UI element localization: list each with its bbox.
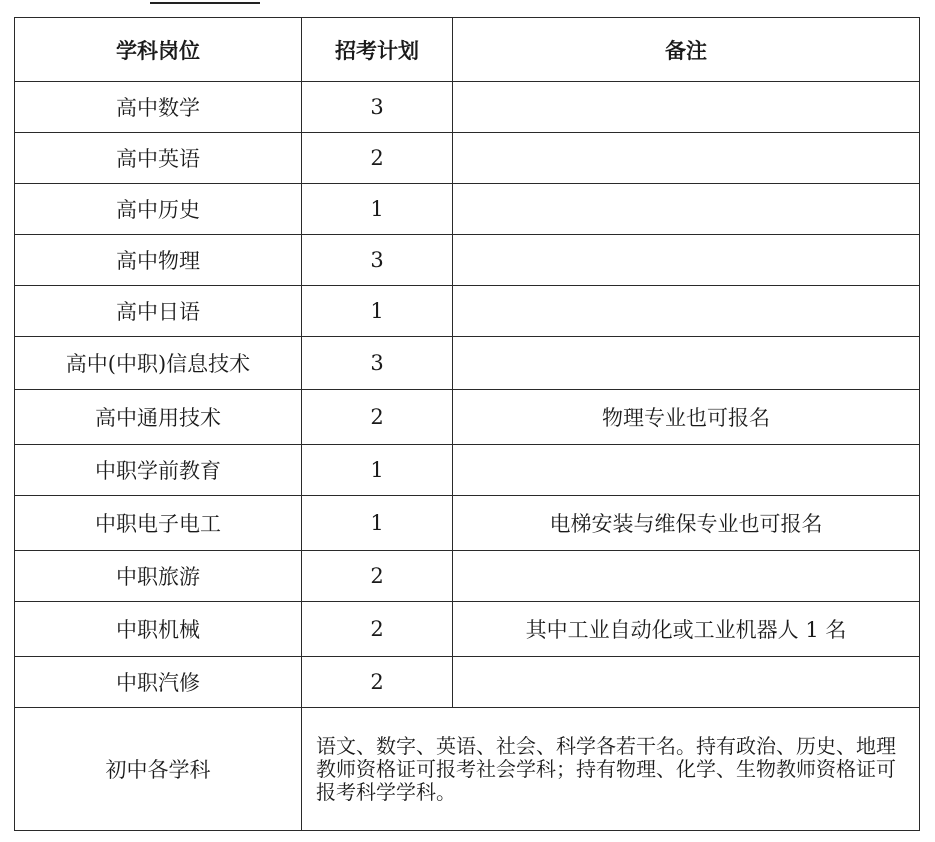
plan-cell: 3 (302, 235, 453, 286)
table-row (15, 390, 920, 445)
plan-cell: 2 (302, 551, 453, 602)
note-cell: 其中工业自动化或工业机器人 1 名 (453, 602, 920, 657)
recruitment-table (14, 17, 920, 831)
subject-cell: 中职旅游 (15, 551, 302, 602)
table-row (15, 337, 920, 390)
plan-cell: 1 (302, 286, 453, 337)
plan-cell: 1 (302, 445, 453, 496)
plan-cell: 2 (302, 602, 453, 657)
subject-cell: 高中日语 (15, 286, 302, 337)
table-row (15, 133, 920, 184)
subject-cell: 中职学前教育 (15, 445, 302, 496)
table-row (15, 286, 920, 337)
table-row (15, 184, 920, 235)
header-underline (150, 2, 260, 4)
note-cell (453, 551, 920, 602)
table-row (15, 551, 920, 602)
note-cell-merged: 语文、数字、英语、社会、科学各若干名。持有政治、历史、地理教师资格证可报考社会学科；持有物理、化学、生物教师资格证可报考科学学科。 (302, 708, 920, 831)
subject-cell: 中职电子电工 (15, 496, 302, 551)
header-subject: 学科岗位 (15, 18, 302, 82)
subject-cell: 高中(中职)信息技术 (15, 337, 302, 390)
plan-cell: 3 (302, 337, 453, 390)
table-row (15, 496, 920, 551)
note-cell (453, 657, 920, 708)
plan-cell: 2 (302, 657, 453, 708)
note-cell: 物理专业也可报名 (453, 390, 920, 445)
note-cell (453, 286, 920, 337)
subject-cell: 高中通用技术 (15, 390, 302, 445)
subject-cell: 高中历史 (15, 184, 302, 235)
plan-cell: 2 (302, 133, 453, 184)
note-cell (453, 235, 920, 286)
table-header-row (15, 18, 920, 82)
subject-cell: 高中物理 (15, 235, 302, 286)
table-row (15, 602, 920, 657)
table-row (15, 82, 920, 133)
header-note: 备注 (453, 18, 920, 82)
plan-cell: 2 (302, 390, 453, 445)
table-row (15, 657, 920, 708)
subject-cell: 高中数学 (15, 82, 302, 133)
subject-cell: 中职汽修 (15, 657, 302, 708)
note-cell (453, 445, 920, 496)
note-cell (453, 82, 920, 133)
table-row (15, 235, 920, 286)
header-plan: 招考计划 (302, 18, 453, 82)
subject-cell: 高中英语 (15, 133, 302, 184)
subject-cell: 初中各学科 (15, 708, 302, 831)
note-cell (453, 337, 920, 390)
plan-cell: 3 (302, 82, 453, 133)
note-cell (453, 133, 920, 184)
plan-cell: 1 (302, 496, 453, 551)
note-cell: 电梯安装与维保专业也可报名 (453, 496, 920, 551)
subject-cell: 中职机械 (15, 602, 302, 657)
table-row (15, 445, 920, 496)
note-cell (453, 184, 920, 235)
table-row-junior-high (15, 708, 920, 831)
plan-cell: 1 (302, 184, 453, 235)
